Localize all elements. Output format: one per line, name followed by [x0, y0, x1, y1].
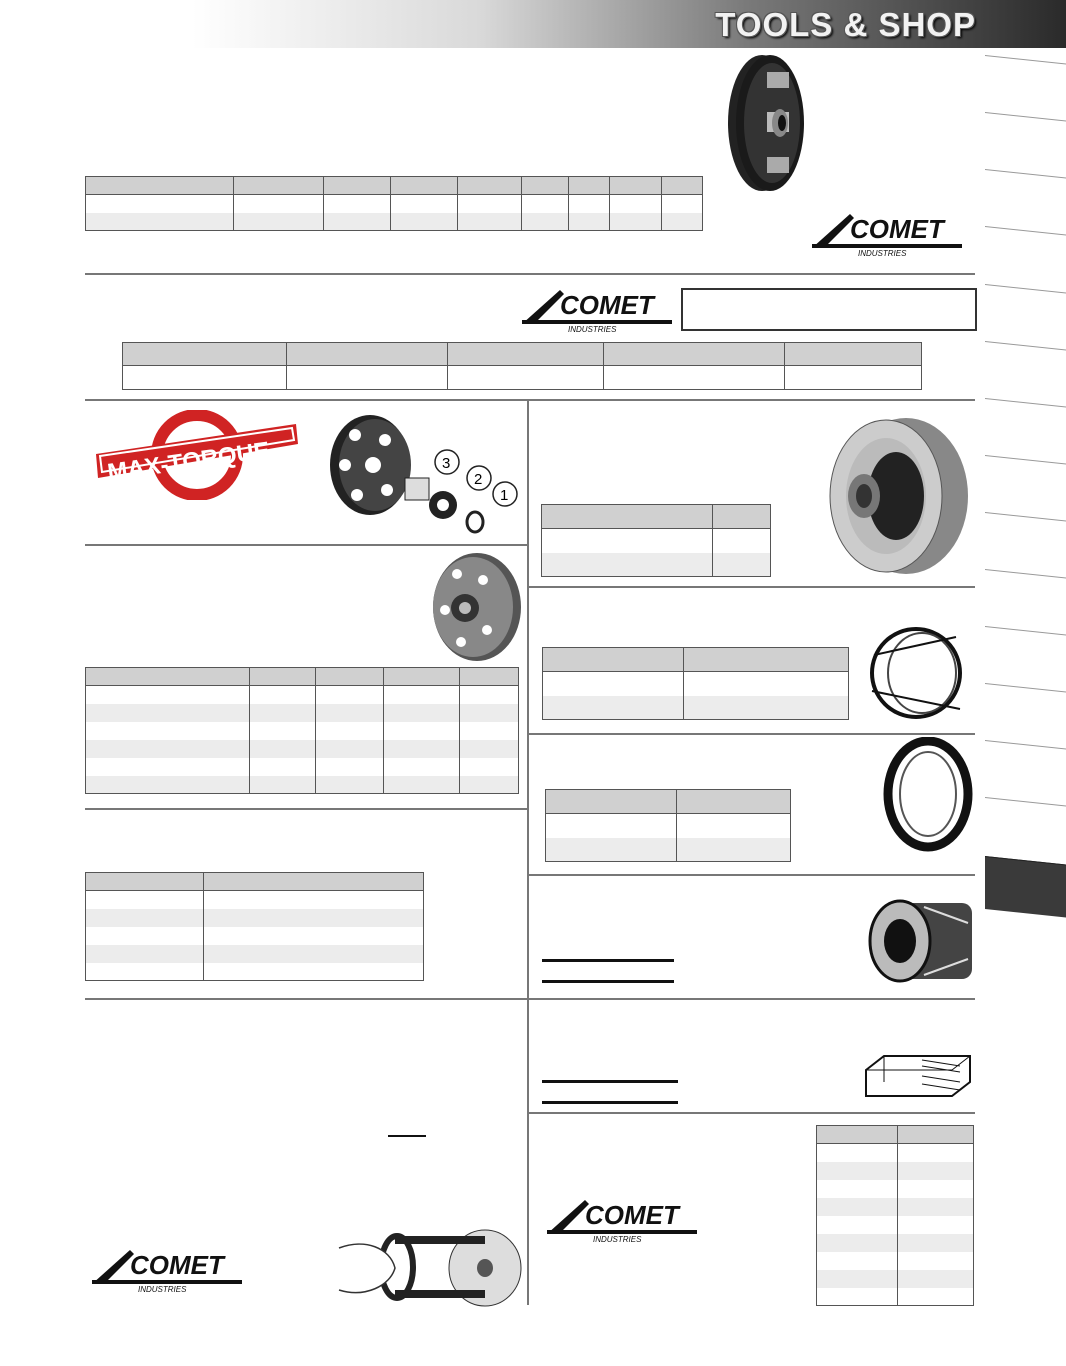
side-tab-active[interactable] [985, 856, 1066, 918]
page-header-bar [0, 0, 1066, 48]
svg-text:MAX-TORQUE: MAX-TORQUE [105, 436, 272, 487]
spring-photo [866, 625, 972, 721]
spec-table-5 [541, 504, 771, 577]
section-divider [528, 733, 975, 735]
section-divider [528, 586, 975, 588]
section-divider [85, 808, 527, 810]
section-title: TOOLS & SHOP [715, 6, 976, 43]
side-tab[interactable] [985, 341, 1066, 403]
underline-mark [388, 1135, 426, 1137]
section-divider [85, 544, 527, 546]
rule-line [542, 1080, 678, 1083]
svg-text:1: 1 [500, 487, 509, 504]
side-tab[interactable] [985, 169, 1066, 231]
clutch-exploded-diagram [315, 410, 525, 535]
spec-table-7 [545, 789, 791, 862]
svg-text:2: 2 [474, 471, 483, 488]
side-tab[interactable] [985, 683, 1066, 745]
spec-table-1 [85, 176, 703, 231]
comet-logo [545, 1196, 705, 1246]
side-tab[interactable] [985, 398, 1066, 460]
svg-text:INDUSTRIES: INDUSTRIES [138, 1285, 187, 1294]
key-stock-photo [862, 1052, 974, 1100]
comet-logo [520, 286, 680, 336]
section-divider [85, 399, 975, 401]
side-tab[interactable] [985, 284, 1066, 346]
rule-line [542, 959, 674, 962]
column-divider [527, 400, 529, 1305]
svg-text:COMET: COMET [585, 1200, 679, 1230]
svg-text:INDUSTRIES: INDUSTRIES [568, 325, 617, 334]
note-box [681, 288, 977, 331]
svg-text:3: 3 [442, 455, 451, 472]
spec-table-6 [542, 647, 849, 720]
svg-text:COMET: COMET [130, 1250, 224, 1280]
maxtorque-logo [92, 410, 302, 500]
section-divider [528, 1112, 975, 1114]
rule-line [542, 980, 674, 983]
clutch-photo-mid [425, 550, 523, 665]
clutch-photo-right [816, 410, 976, 582]
svg-text:COMET: COMET [560, 290, 654, 320]
spec-table-8 [816, 1125, 974, 1306]
side-tab[interactable] [985, 455, 1066, 517]
spec-table-3 [85, 667, 519, 794]
pulley-belt-illustration [335, 1228, 525, 1308]
bushing-photo [864, 893, 976, 987]
side-tab[interactable] [985, 512, 1066, 574]
svg-text:COMET: COMET [850, 214, 944, 244]
side-tab[interactable] [985, 55, 1066, 117]
section-divider [528, 874, 975, 876]
comet-logo [810, 208, 970, 258]
side-tab[interactable] [985, 797, 1066, 859]
side-tab[interactable] [985, 226, 1066, 288]
side-tab[interactable] [985, 740, 1066, 802]
svg-text:INDUSTRIES: INDUSTRIES [593, 1235, 642, 1244]
ring-photo [882, 737, 974, 852]
side-tab[interactable] [985, 112, 1066, 174]
side-tab[interactable] [985, 569, 1066, 631]
comet-logo [90, 1246, 250, 1296]
section-divider [85, 998, 975, 1000]
spec-table-4 [85, 872, 424, 981]
spec-table-2 [122, 342, 922, 390]
clutch-photo-top [712, 52, 812, 194]
rule-line [542, 1101, 678, 1104]
section-divider [85, 273, 975, 275]
side-tab[interactable] [985, 626, 1066, 688]
svg-text:INDUSTRIES: INDUSTRIES [858, 249, 907, 258]
